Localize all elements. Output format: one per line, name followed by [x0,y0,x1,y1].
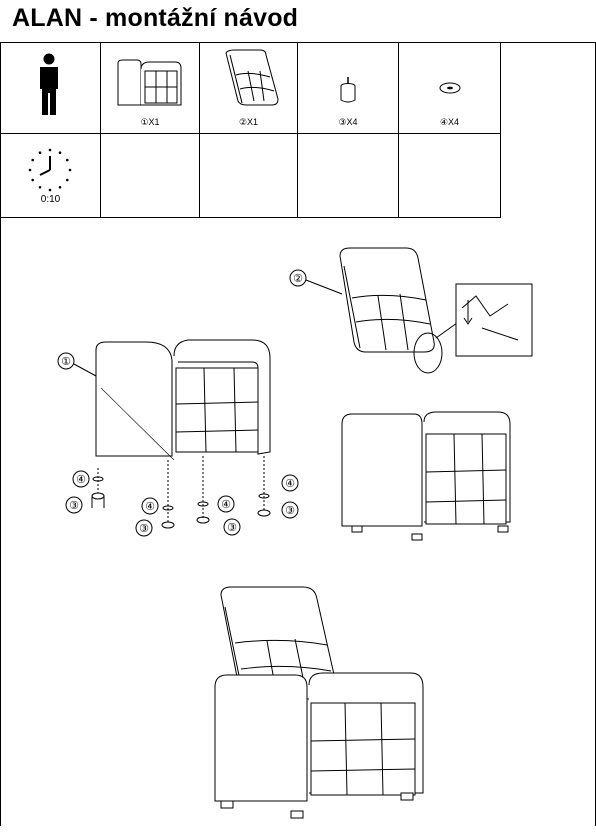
time-cell [1,134,101,218]
callout-3-label-a: ③ [69,500,79,512]
washer-icon [438,81,462,95]
callout-4-label-c: ④ [221,499,231,511]
backrest-icon [220,49,284,109]
leg-set-b [162,460,174,528]
callout-4-label-d: ④ [285,478,295,490]
leg-icon [338,75,358,105]
empty-cell-r2-2 [200,134,298,218]
empty-cell-r2-1 [101,134,200,218]
armchair-base-icon [115,59,185,107]
step1-illustration [46,328,306,535]
person-cell [1,43,101,134]
leg-set-c [197,456,209,523]
clock-icon [28,148,72,192]
step2-illustration [286,238,536,498]
part-4-caption: ④X4 [439,117,460,127]
leg-set-a [92,468,104,508]
document-title: ALAN - montážní návod [12,4,299,32]
callout-3-label-c: ③ [227,522,237,534]
empty-cell-r2-4 [399,134,501,218]
empty-cell-r1 [501,43,595,134]
part-cell-3 [298,43,399,134]
callout-1-label: ① [61,356,71,368]
empty-cell-r2-3 [298,134,399,218]
part-1-caption: ①X1 [140,117,160,127]
part-3-caption: ③X4 [338,117,358,127]
leg-set-d [258,456,270,516]
callout-4-label-a: ④ [76,474,86,486]
part-cell-1 [101,43,200,134]
callout-2-label: ② [293,273,303,285]
callout-4-label-b: ④ [145,501,155,513]
instruction-frame [0,42,596,826]
callout-3-label-b: ③ [139,523,149,535]
person-icon [34,53,64,119]
final-chair-illustration [211,583,431,833]
assembly-time: 0:10 [40,194,61,205]
part-cell-4 [399,43,501,134]
part-cell-2 [200,43,298,134]
part-2-caption: ②X1 [238,117,259,127]
callout-3-label-d: ③ [285,505,295,517]
